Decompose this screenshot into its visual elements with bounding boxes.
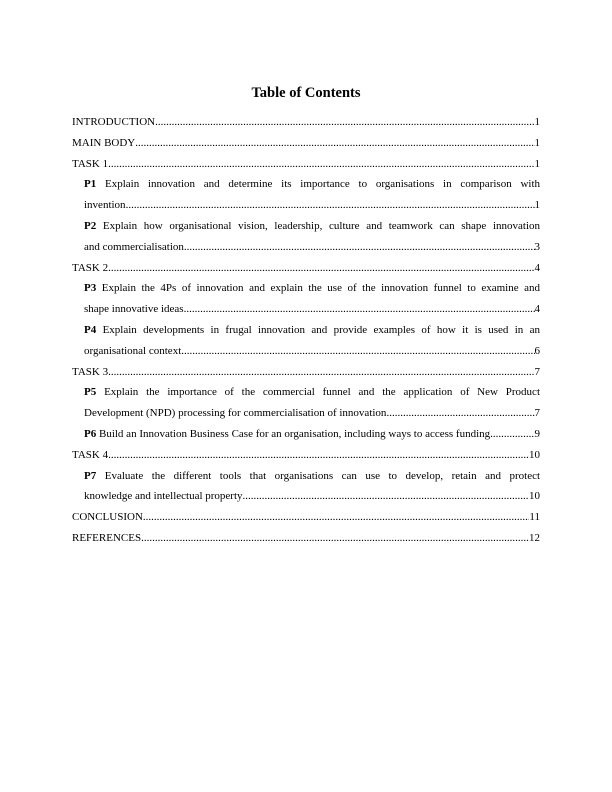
dot-leader <box>108 362 534 383</box>
toc-entry-label: TASK 1 <box>72 157 109 170</box>
toc-entry-p2[interactable] <box>72 216 540 258</box>
toc-page-number: 7 <box>534 407 540 420</box>
dot-leader <box>493 424 535 445</box>
toc-entry-line <box>84 216 540 237</box>
criterion-code: P7 <box>84 469 97 482</box>
dot-leader <box>126 195 535 216</box>
toc-entry-p4[interactable] <box>72 320 540 362</box>
toc-entry-line <box>84 195 540 216</box>
toc-entry-task-3[interactable] <box>72 362 540 383</box>
toc-entry-p6[interactable] <box>72 424 540 445</box>
dot-leader <box>386 403 534 424</box>
toc-entry-line-text <box>84 424 493 445</box>
toc-page-number: 1 <box>534 199 540 212</box>
toc-entry-text: Explain the importance of the commercial funnel and the application of New Product <box>104 386 540 399</box>
toc-entry-text: Build an Innovation Business Case for an organisation, including ways to access funding. <box>98 427 493 440</box>
toc-entry-task-1[interactable] <box>72 154 540 175</box>
toc-page-number: 10 <box>529 448 540 461</box>
dot-leader <box>108 258 534 279</box>
toc-entry-text: shape innovative ideas <box>84 303 184 316</box>
dot-leader <box>108 445 529 466</box>
toc-entry-label: INTRODUCTION <box>72 116 156 128</box>
toc-entry-text: Explain the 4Ps of innovation and explain the use of the innovation funnel to examine and <box>101 282 540 295</box>
criterion-code: P4 <box>84 323 97 336</box>
toc-page-number: 9 <box>534 427 540 440</box>
dot-leader <box>181 341 534 362</box>
toc-entry-text: Explain how organisational vision, leadership, culture and teamwork can shape innovation <box>102 219 540 232</box>
toc-page-number: 4 <box>534 261 540 274</box>
toc-page-number: 11 <box>529 511 540 524</box>
toc-entry-text: invention <box>84 199 126 212</box>
toc-entry-task-4[interactable] <box>72 445 540 466</box>
toc-title: Table of Contents <box>251 85 361 101</box>
toc-entry-p7[interactable] <box>72 466 540 508</box>
toc-page-number: 4 <box>534 303 540 316</box>
criterion-code: P6 <box>84 427 97 440</box>
toc-entry-label: MAIN BODY <box>72 136 136 149</box>
toc-entry-introduction[interactable] <box>72 112 540 133</box>
toc-entry-references[interactable] <box>72 528 540 549</box>
dot-leader <box>141 528 529 549</box>
toc-entry-task-2[interactable] <box>72 258 540 279</box>
toc-page-number: 7 <box>534 365 540 378</box>
toc-entry-text: knowledge and intellectual property <box>84 490 243 503</box>
toc-page-number: 1 <box>534 157 540 170</box>
toc-entry-label: TASK 3 <box>72 365 109 378</box>
dot-leader <box>184 237 535 258</box>
toc-entry-label: REFERENCES <box>72 531 142 544</box>
toc-page-number: 1 <box>534 136 540 149</box>
toc-entry-p1[interactable] <box>72 174 540 216</box>
toc-entry-text: Explain innovation and determine its importance to organisations in comparison with <box>105 178 540 191</box>
criterion-code: P3 <box>84 282 97 295</box>
toc-page-number: 1 <box>534 116 540 128</box>
toc-entry-line <box>84 466 540 487</box>
dot-leader <box>184 299 535 320</box>
criterion-code: P1 <box>84 178 97 191</box>
toc-entry-p3[interactable] <box>72 278 540 320</box>
dot-leader <box>155 112 534 133</box>
criterion-code: P5 <box>84 386 97 399</box>
toc-entry-line <box>84 237 540 258</box>
toc-entry-line <box>84 382 540 403</box>
toc-entry-p5[interactable] <box>72 382 540 424</box>
toc-entry-label: TASK 2 <box>72 261 109 274</box>
dot-leader <box>243 486 529 507</box>
toc-entry-line <box>84 341 540 362</box>
toc-entry-line <box>84 320 540 341</box>
toc-entry-line <box>84 486 540 507</box>
toc-page-number: 6 <box>534 344 540 357</box>
toc-page-number: 12 <box>529 531 540 544</box>
toc-entry-line <box>84 403 540 424</box>
toc-entry-text: Explain developments in frugal innovation and provide examples of how it is used in an <box>102 323 540 336</box>
toc-page-number: 3 <box>534 240 540 253</box>
dot-leader <box>108 154 534 175</box>
toc-entry-conclusion[interactable] <box>72 507 540 528</box>
toc-entry-text: Development (NPD) processing for commercialisation of innovation <box>84 407 387 420</box>
toc-entry-line <box>84 174 540 195</box>
toc-entry-text: organisational context <box>84 344 182 357</box>
toc-entry-label: TASK 4 <box>72 448 109 461</box>
toc-entry-label: CONCLUSION <box>72 511 143 524</box>
toc-page-number: 10 <box>529 490 540 503</box>
table-of-contents <box>72 112 540 549</box>
toc-entry-line <box>84 424 540 445</box>
toc-entry-line <box>84 299 540 320</box>
toc-entry-text: and commercialisation <box>84 240 184 253</box>
toc-entry-text: Evaluate the different tools that organisations can use to develop, retain and protect <box>104 469 540 482</box>
dot-leader <box>135 133 534 154</box>
dot-leader <box>143 507 530 528</box>
toc-entry-main-body[interactable] <box>72 133 540 154</box>
criterion-code: P2 <box>84 219 97 232</box>
toc-entry-line <box>84 278 540 299</box>
